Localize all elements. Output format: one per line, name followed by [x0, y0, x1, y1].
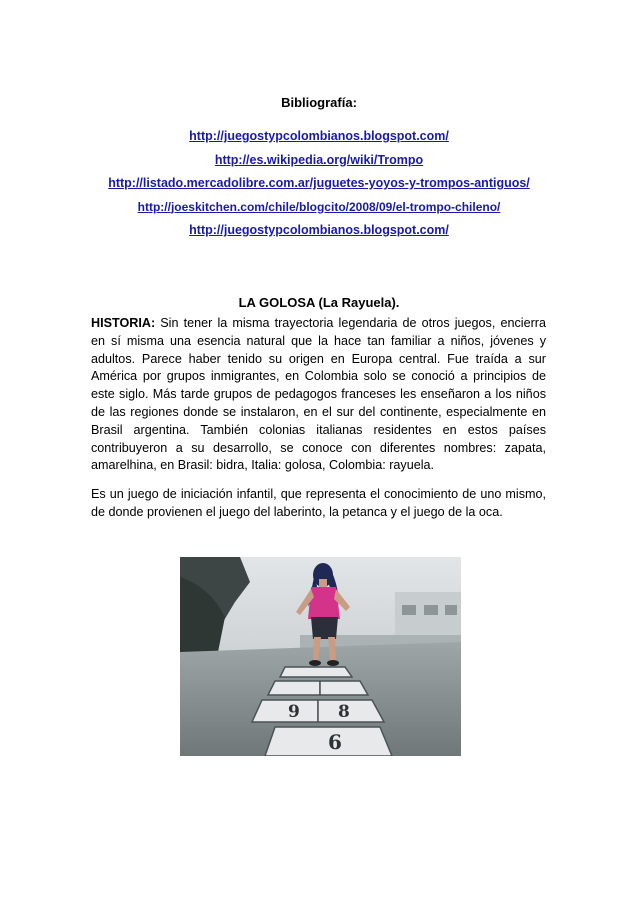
building-window	[402, 605, 416, 615]
history-label: HISTORIA:	[91, 316, 156, 330]
history-text: Sin tener la misma trayectoria legendaria de otros juegos, encierra en sí misma una esencia natural que la hace tan familiar a niños, jóvenes y adultos. Parece haber tenido su origen en Europa central. Fue traída a sur América por grupos inmigrantes, en Colombia solo se conoció a principios de este siglo. Más tarde grupos de pedagogos franceses les enseñaron a los niños de las regiones donde se instalaron, en el sur del continente, especialmente en Brasil argentina. También colonias italianas residentes en estos países contribuyeron a su desarrollo, se conoce con diferentes nombres: zapata, amarelhina, en Brasil: bidra, Italia: golosa, Colombia: rayuela.	[91, 316, 546, 473]
hopscotch-photo	[180, 557, 461, 756]
hopscotch-number-6: 6	[328, 730, 342, 754]
bibliography-link-3[interactable]: http://listado.mercadolibre.com.ar/juguetes-yoyos-y-trompos-antiguos/	[108, 176, 530, 190]
bibliography-link-4[interactable]: http://joeskitchen.com/chile/blogcito/2008/09/el-trompo-chileno/	[137, 199, 501, 214]
bibliography-title: Bibliografía:	[281, 95, 357, 110]
second-paragraph: Es un juego de iniciación infantil, que representa el conocimiento de uno mismo, de donde provienen el juego del laberinto, la petanca y el juego de la oca.	[91, 487, 546, 519]
bibliography-link-5[interactable]: http://juegostypcolombianos.blogspot.com/	[189, 223, 449, 237]
building-window	[445, 605, 457, 615]
bibliography-link-2[interactable]: http://es.wikipedia.org/wiki/Trompo	[214, 152, 424, 167]
hopscotch-number-9: 9	[288, 702, 300, 722]
section-title: LA GOLOSA (La Rayuela).	[238, 295, 400, 310]
bibliography-links	[0, 128, 638, 246]
bibliography-link-1[interactable]: http://juegostypcolombianos.blogspot.com/	[189, 129, 449, 143]
building-window	[424, 605, 438, 615]
history-paragraph	[91, 315, 546, 475]
hopscotch-number-8: 8	[338, 702, 350, 722]
hopscotch-illustration	[180, 557, 461, 756]
